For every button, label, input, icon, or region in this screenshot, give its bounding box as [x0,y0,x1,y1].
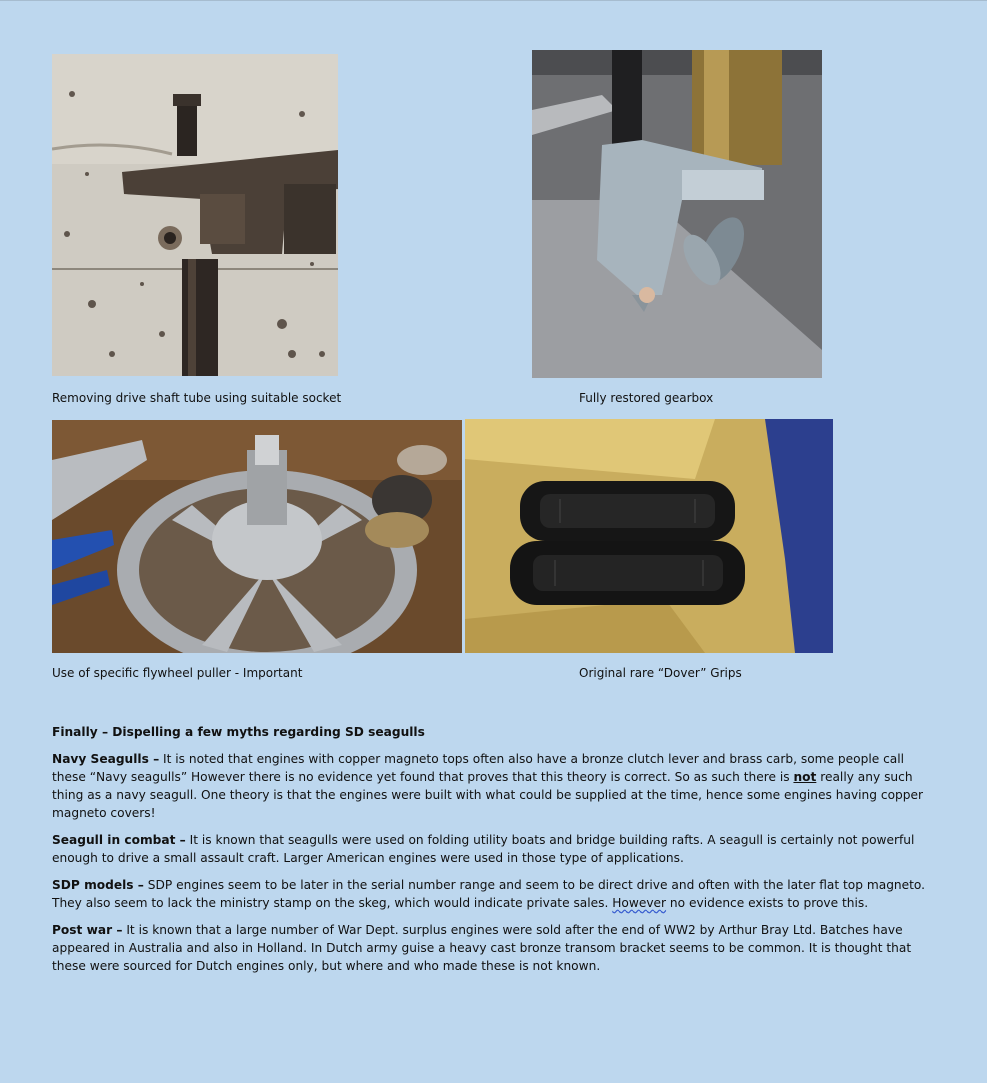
paragraph-sdp-models [52,876,937,912]
caption-dover-grips: Original rare “Dover” Grips [579,666,742,680]
paragraph-text: It is noted that engines with copper magneto tops often also have a bronze clutch lever and brass carb, some people call these “Navy seagulls” However there is no evidence yet found that proves that this theory is correct. So as such there is [52,752,905,784]
page-top-border [0,0,987,1]
paragraph-text: It is known that a large number of War Dept. surplus engines were sold after the end of WW2 by Arthur Bray Ltd. Batches have appeared in Australia and also in Holland. In Dutch army guise a heavy cast bronze transom bracket seems to be common. It is thought that these were sourced for Dutch engines only, but where and who made these is not known. [52,923,912,973]
myths-article [52,723,937,984]
caption-gearbox: Fully restored gearbox [579,391,714,405]
paragraph-seagull-in-combat [52,831,937,867]
photo-drive-shaft-socket [52,54,338,376]
article-heading: Finally – Dispelling a few myths regarding SD seagulls [52,725,425,739]
caption-drive-shaft: Removing drive shaft tube using suitable socket [52,391,342,405]
paragraph-title-seagull-in-combat: Seagull in combat – [52,833,186,847]
paragraph-text: really any such thing as a navy seagull. One theory is that the engines were built with what could be supplied at the time, hence some engines having copper magneto covers! [52,770,924,820]
grammar-flagged-word[interactable]: However [612,896,667,910]
photo-flywheel-puller [52,420,462,653]
caption-flywheel-puller: Use of specific flywheel puller - Important [52,666,303,680]
paragraph-post-war [52,921,937,975]
photo-restored-gearbox [532,50,822,378]
paragraph-text: It is known that seagulls were used on folding utility boats and bridge building rafts. A seagull is certainly not powerful enough to drive a small assault craft. Larger American engines were used in those type of applications. [52,833,915,865]
paragraph-text: SDP engines seem to be later in the serial number range and seem to be direct drive and often with the later flat top magneto. They also seem to lack the ministry stamp on the skeg, which would indicate private sales. [52,878,926,910]
paragraph-title-navy-seagulls: Navy Seagulls – [52,752,160,766]
photo-dover-grips [465,419,833,653]
emphasis-not: not [793,770,817,784]
paragraph-title-sdp-models: SDP models – [52,878,144,892]
paragraph-title-post-war: Post war – [52,923,123,937]
paragraph-navy-seagulls [52,750,937,822]
paragraph-text: no evidence exists to prove this. [666,896,869,910]
